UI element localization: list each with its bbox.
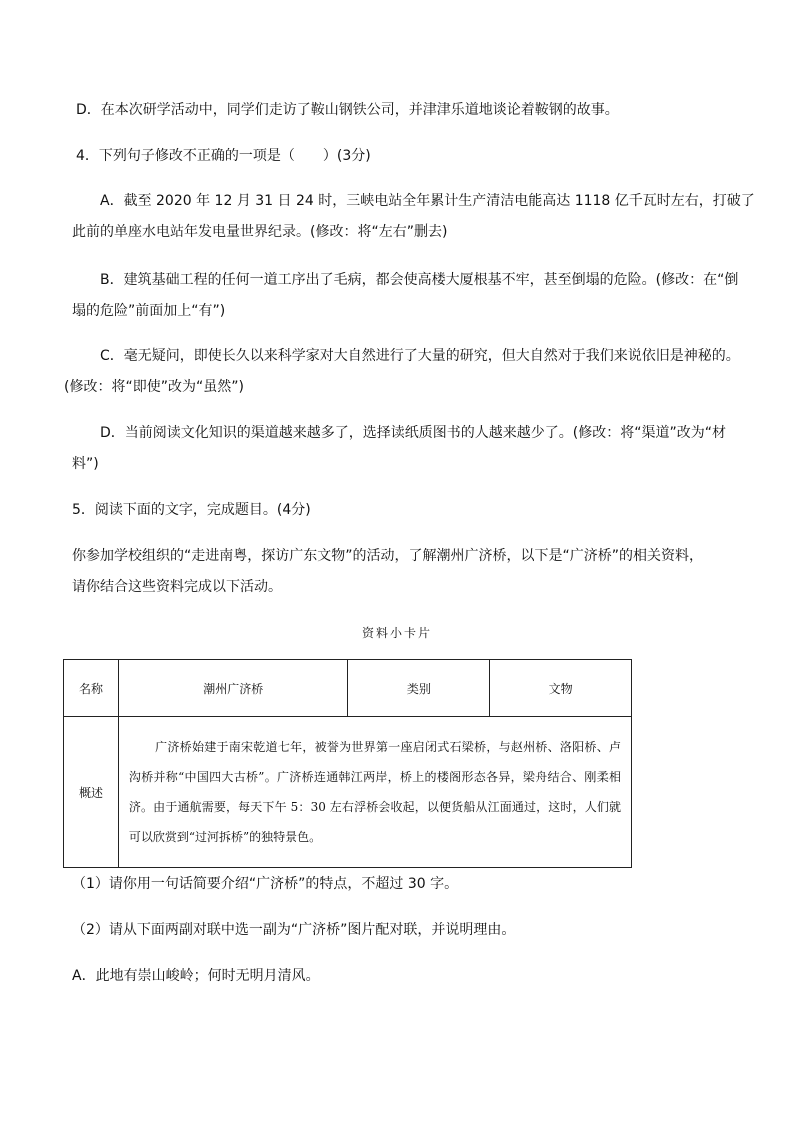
card-header-row (64, 660, 632, 717)
card-summary-cell (118, 717, 631, 868)
question-4-option-d-line2: 料”) (72, 456, 99, 472)
card-summary-row (64, 717, 632, 868)
question-4-option-a-line2: 此前的单座水电站年发电量世界纪录。(修改：将“左右”删去) (72, 224, 448, 240)
question-5-intro-line2: 请你结合这些资料完成以下活动。 (72, 579, 282, 595)
card-summary-label: 概述 (64, 717, 119, 868)
question-3-option-d: D．在本次研学活动中，同学们走访了鞍山钢铁公司，并津津乐道地谈论着鞍钢的故事。 (76, 102, 619, 118)
card-title: 资料小卡片 (361, 626, 432, 640)
question-4-option-b-line2: 塌的危险”前面加上“有”) (72, 303, 226, 319)
question-5-intro-line1: 你参加学校组织的“走进南粤，探访广东文物”的活动，了解潮州广济桥，以下是“广济桥”的相关资料， (72, 548, 704, 564)
question-5-sub-2: （2）请从下面两副对联中选一副为“广济桥”图片配对联，并说明理由。 (72, 922, 516, 938)
question-4-option-c-line2: (修改：将“即使”改为“虽然”) (64, 379, 244, 395)
question-4-option-b-line1: B．建筑基础工程的任何一道工序出了毛病，都会使高楼大厦根基不牢，甚至倒塌的危险。(修改：在“倒 (100, 272, 739, 288)
question-4-stem: 4．下列句子修改不正确的一项是（ ）(3分) (76, 148, 371, 164)
card-category-value: 文物 (490, 660, 632, 717)
card-name-label: 名称 (64, 660, 119, 717)
question-5-stem: 5．阅读下面的文字，完成题目。(4分) (72, 502, 311, 518)
question-4-option-c-line1: C．毫无疑问，即使长久以来科学家对大自然进行了大量的研究，但大自然对于我们来说依旧是神秘的。 (100, 348, 740, 364)
info-card-table (63, 659, 632, 868)
question-5-sub-1: （1）请你用一句话简要介绍“广济桥”的特点，不超过 30 字。 (72, 876, 459, 892)
card-summary-text: 广济桥始建于南宋乾道七年，被誉为世界第一座启闭式石梁桥，与赵州桥、洛阳桥、卢沟桥并称“中国四大古桥”。广济桥连通韩江两岸，桥上的楼阁形态各异，梁舟结合、刚柔相济。由于通航需要，每天下午 5：30 左右浮桥会收起，以便货船从江面通过，这时，人们就可以欣赏到“过河拆桥”的独特景色。 (128, 740, 621, 844)
card-category-label: 类别 (348, 660, 490, 717)
question-4-option-d-line1: D．当前阅读文化知识的渠道越来越多了，选择读纸质图书的人越来越少了。(修改：将“渠道”改为“材 (100, 425, 726, 441)
question-5-option-a: A．此地有崇山峻岭；何时无明月清风。 (72, 968, 320, 984)
question-4-option-a-line1: A．截至 2020 年 12 月 31 日 24 时，三峡电站全年累计生产清洁电能高达 1118 亿千瓦时左右，打破了 (100, 193, 755, 209)
card-name-value: 潮州广济桥 (118, 660, 348, 717)
